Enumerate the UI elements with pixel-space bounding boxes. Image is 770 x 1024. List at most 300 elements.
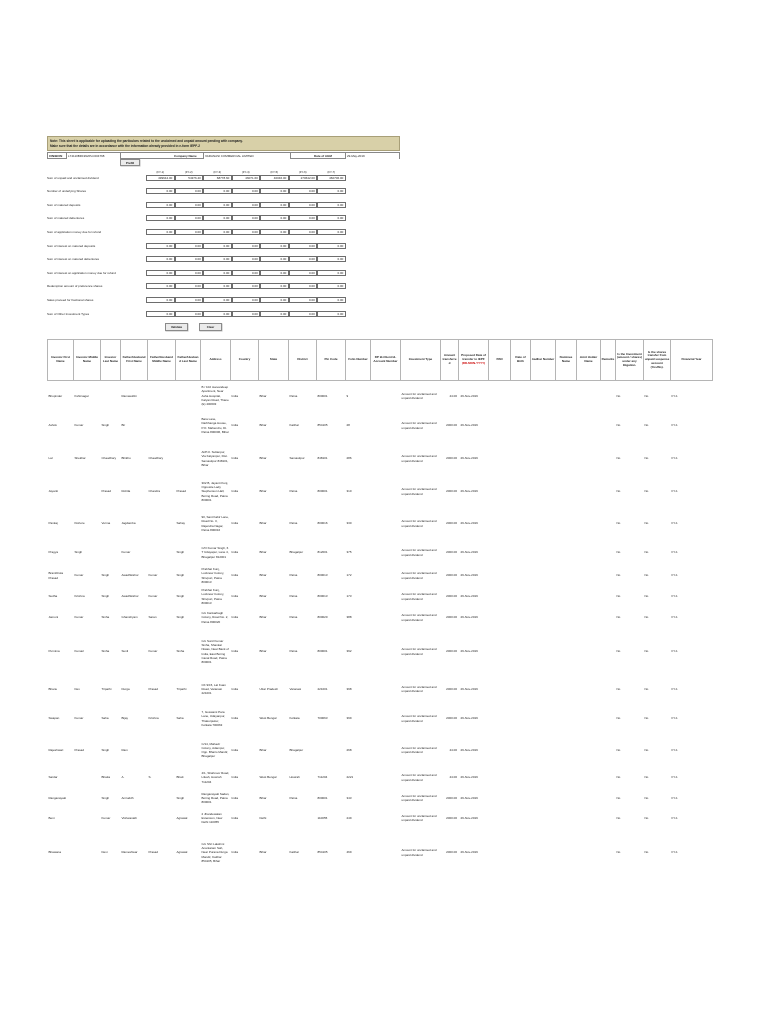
- cell-folio-number[interactable]: 28: [346, 423, 350, 428]
- cell-address[interactable]: 2 Jhandewalan Extension, New Delhi 110055: [201, 811, 223, 825]
- cell-amount-transferred[interactable]: 2000.00: [446, 550, 457, 555]
- cell-nominee-name[interactable]: [556, 629, 577, 675]
- cell-aadhar-number[interactable]: [531, 767, 556, 789]
- cell-aadhar-number[interactable]: [531, 507, 556, 541]
- cell-district[interactable]: Varanasi: [289, 686, 302, 691]
- cell-dp-client-id[interactable]: [371, 629, 401, 675]
- cell-investor-first-name[interactable]: Purnima: [48, 649, 60, 654]
- cell-nominee-name[interactable]: [556, 381, 577, 411]
- cell-district[interactable]: Patna: [289, 594, 298, 599]
- cell-date-of-birth[interactable]: [511, 507, 531, 541]
- cell-investor-middle-name[interactable]: Shekhar: [74, 456, 86, 461]
- cell-address[interactable]: 4/1, Shahnoor Road, Liluah, Howrah 711204: [201, 771, 230, 784]
- cell-investment-type[interactable]: Amount for unclaimed and unpaid dividend: [401, 793, 437, 802]
- cell-address[interactable]: CK 9/15, Lal Kuan Road, Varanasi 221001: [201, 682, 226, 696]
- cell-from-suspense-account[interactable]: No: [644, 615, 649, 620]
- cell-proposed-transfer-date[interactable]: 29-Nov-2019: [460, 489, 478, 494]
- cell-remarks[interactable]: [601, 675, 616, 704]
- cell-country[interactable]: India: [231, 423, 239, 428]
- cell-from-suspense-account[interactable]: No: [644, 716, 649, 721]
- cell-remarks[interactable]: [601, 411, 616, 441]
- cell-investor-first-name[interactable]: Lal: [48, 456, 53, 461]
- cell-proposed-transfer-date[interactable]: 29-Nov-2019: [460, 795, 478, 800]
- cell-under-litigation[interactable]: No: [616, 815, 621, 820]
- cell-amount-transferred[interactable]: 2000.00: [446, 649, 457, 654]
- cell-father-middle-name[interactable]: [148, 808, 176, 829]
- cell-country[interactable]: India: [231, 550, 239, 555]
- cell-state[interactable]: Bihar: [259, 573, 267, 578]
- cell-amount-transferred[interactable]: 44.00: [449, 747, 457, 752]
- cell-remarks[interactable]: [601, 507, 616, 541]
- cell-pan[interactable]: [489, 829, 511, 877]
- cell-address[interactable]: 7, Goswami Para Lane, Udayanpur, Thakurpukur, Kolkata 700063: [201, 710, 226, 727]
- cell-district[interactable]: Patna: [289, 521, 298, 526]
- cell-investment-type[interactable]: Amount for unclaimed and unpaid dividend: [401, 519, 437, 528]
- cell-joint-holder-name[interactable]: [577, 789, 601, 808]
- cell-country[interactable]: India: [231, 815, 239, 820]
- cell-father-last-name[interactable]: Agrawal: [176, 850, 188, 855]
- cell-remarks[interactable]: [601, 565, 616, 587]
- cell-nominee-name[interactable]: [556, 541, 577, 565]
- company-name-input[interactable]: VARANASI COMMERCIAL LIMITED: [203, 153, 291, 159]
- cell-joint-holder-name[interactable]: [577, 808, 601, 829]
- cell-investment-type[interactable]: Amount for unclaimed and unpaid dividend: [401, 592, 437, 601]
- cell-country[interactable]: India: [231, 775, 239, 780]
- cell-nominee-name[interactable]: [556, 704, 577, 734]
- cell-father-first-name[interactable]: Durga: [121, 686, 130, 691]
- cell-state[interactable]: Bihar: [259, 550, 267, 555]
- cell-investor-middle-name[interactable]: [74, 477, 101, 507]
- cell-father-last-name[interactable]: [176, 381, 201, 411]
- cell-financial-year[interactable]: FY-1: [671, 649, 678, 654]
- cell-financial-year[interactable]: FY-1: [671, 716, 678, 721]
- cell-father-first-name[interactable]: Vishwanath: [121, 815, 137, 820]
- cell-under-litigation[interactable]: No: [616, 775, 621, 780]
- cell-father-last-name[interactable]: Saha: [176, 716, 184, 721]
- cell-pin-code[interactable]: 854105: [317, 850, 328, 855]
- cell-proposed-transfer-date[interactable]: 29-Nov-2019: [460, 716, 478, 721]
- cell-investment-type[interactable]: Amount for unclaimed and unpaid dividend: [401, 571, 437, 580]
- cell-date-of-birth[interactable]: [511, 607, 531, 629]
- cell-folio-number[interactable]: 343: [346, 795, 352, 800]
- cell-pin-code[interactable]: 848101: [317, 456, 328, 461]
- cell-joint-holder-name[interactable]: [577, 829, 601, 877]
- cell-dp-client-id[interactable]: [371, 411, 401, 441]
- cell-aadhar-number[interactable]: [531, 675, 556, 704]
- cell-nominee-name[interactable]: [556, 767, 577, 789]
- cell-proposed-transfer-date[interactable]: 29-Nov-2019: [460, 573, 478, 578]
- cell-father-first-name[interactable]: Sunil: [121, 649, 129, 654]
- cell-financial-year[interactable]: FY-1: [671, 615, 678, 620]
- cell-aadhar-number[interactable]: [531, 704, 556, 734]
- cell-investment-type[interactable]: Amount for unclaimed and unpaid dividend: [401, 684, 437, 693]
- cell-investor-first-name[interactable]: Beni: [48, 815, 55, 820]
- cell-dp-client-id[interactable]: [371, 704, 401, 734]
- cell-father-middle-name[interactable]: Chaudhary: [148, 456, 164, 461]
- cell-state[interactable]: Bihar: [259, 456, 267, 461]
- cell-joint-holder-name[interactable]: [577, 541, 601, 565]
- cell-under-litigation[interactable]: No: [616, 850, 621, 855]
- cell-aadhar-number[interactable]: [531, 829, 556, 877]
- cell-father-middle-name[interactable]: [148, 734, 176, 767]
- cell-father-middle-name[interactable]: Kumar: [148, 573, 158, 578]
- cell-address[interactable]: Bara Lane, Darbhanga House, P.O. Mahendru, Dt. Patna 800006, Bihar: [201, 417, 229, 434]
- cell-nominee-name[interactable]: [556, 565, 577, 587]
- cell-investor-first-name[interactable]: Pankaj: [48, 521, 58, 526]
- cell-folio-number[interactable]: 2221: [346, 775, 354, 780]
- cell-aadhar-number[interactable]: [531, 411, 556, 441]
- cell-under-litigation[interactable]: No: [616, 716, 621, 721]
- cell-state[interactable]: Bihar: [259, 850, 267, 855]
- cell-investor-last-name[interactable]: [101, 381, 121, 411]
- cell-dp-client-id[interactable]: [371, 587, 401, 607]
- cell-state[interactable]: West Bengal: [259, 775, 277, 780]
- cell-amount-transferred[interactable]: 2000.00: [446, 456, 457, 461]
- cell-pan[interactable]: [489, 587, 511, 607]
- cell-under-litigation[interactable]: No: [616, 594, 621, 599]
- cell-remarks[interactable]: [601, 704, 616, 734]
- cell-investor-first-name[interactable]: Sardar: [48, 775, 58, 780]
- cell-father-middle-name[interactable]: Kumar: [148, 594, 158, 599]
- cell-state[interactable]: Bihar: [259, 521, 267, 526]
- cell-investor-first-name[interactable]: Jamuni: [48, 615, 59, 620]
- cell-dp-client-id[interactable]: [371, 675, 401, 704]
- cell-financial-year[interactable]: FY-1: [671, 393, 678, 398]
- clear-button[interactable]: Clear: [199, 323, 222, 331]
- cell-pan[interactable]: [489, 565, 511, 587]
- cell-investor-first-name[interactable]: Brambhola Prasad: [48, 571, 64, 580]
- cell-dp-client-id[interactable]: [371, 541, 401, 565]
- cell-district[interactable]: Patna: [289, 573, 298, 578]
- cell-investment-type[interactable]: Amount for unclaimed and unpaid dividend: [401, 454, 437, 463]
- cell-investor-last-name[interactable]: Sinha: [101, 615, 110, 620]
- cell-pan[interactable]: [489, 629, 511, 675]
- cell-from-suspense-account[interactable]: No: [644, 775, 649, 780]
- cell-aadhar-number[interactable]: [531, 381, 556, 411]
- cell-pin-code[interactable]: 812001: [317, 550, 328, 555]
- cell-pan[interactable]: [489, 381, 511, 411]
- cell-investor-middle-name[interactable]: Singh: [74, 550, 83, 555]
- cell-father-last-name[interactable]: Bhatt: [176, 775, 184, 780]
- cell-amount-transferred[interactable]: 2000.00: [446, 686, 457, 691]
- cell-investor-middle-name[interactable]: Kishore: [74, 521, 85, 526]
- cell-address[interactable]: Ranganayaki Sadan, Boring Road, Patna 800001: [201, 791, 230, 805]
- cell-investor-middle-name[interactable]: Kumar: [74, 573, 84, 578]
- cell-folio-number[interactable]: 392: [346, 649, 352, 654]
- cell-aadhar-number[interactable]: [531, 607, 556, 629]
- cell-investor-last-name[interactable]: Singh: [101, 795, 110, 800]
- cell-investor-last-name[interactable]: Verma: [101, 521, 111, 526]
- cell-investor-middle-name[interactable]: [74, 789, 101, 808]
- cell-father-last-name[interactable]: Tripathi: [176, 686, 187, 691]
- cell-proposed-transfer-date[interactable]: 29-Nov-2019: [460, 747, 478, 752]
- cell-father-first-name[interactable]: Kumar: [121, 550, 131, 555]
- cell-investor-first-name[interactable]: Ashok: [48, 423, 57, 428]
- cell-investor-last-name[interactable]: Singh: [101, 423, 110, 428]
- cell-state[interactable]: Bihar: [259, 594, 267, 599]
- cell-country[interactable]: India: [231, 716, 239, 721]
- cell-investor-last-name[interactable]: Sinha: [101, 649, 110, 654]
- cell-district[interactable]: Kolkata: [289, 716, 300, 721]
- cell-folio-number[interactable]: 375: [346, 550, 352, 555]
- cell-investor-first-name[interactable]: Bhanu: [48, 686, 58, 691]
- cell-father-first-name[interactable]: Bir: [121, 423, 126, 428]
- cell-address[interactable]: C/o Sunil Kumar Sinha, Shankar Niwas, Near Bank of India, East Boring Canal Road, Patna 800001: [201, 638, 229, 664]
- cell-country[interactable]: India: [231, 456, 239, 461]
- cell-date-of-birth[interactable]: [511, 829, 531, 877]
- cell-pan[interactable]: [489, 789, 511, 808]
- cell-country[interactable]: India: [231, 594, 239, 599]
- cell-father-first-name[interactable]: Awadhkishor: [121, 573, 139, 578]
- cell-remarks[interactable]: [601, 441, 616, 477]
- cell-under-litigation[interactable]: No: [616, 615, 621, 620]
- cell-nominee-name[interactable]: [556, 789, 577, 808]
- cell-financial-year[interactable]: FY-1: [671, 456, 678, 461]
- cell-under-litigation[interactable]: No: [616, 573, 621, 578]
- cell-remarks[interactable]: [601, 829, 616, 877]
- cell-proposed-transfer-date[interactable]: 29-Nov-2019: [460, 686, 478, 691]
- cell-district[interactable]: Katihar: [289, 850, 300, 855]
- cell-remarks[interactable]: [601, 767, 616, 789]
- cell-investor-middle-name[interactable]: [74, 829, 101, 877]
- cell-father-middle-name[interactable]: Krishna: [148, 716, 159, 721]
- cell-father-last-name[interactable]: Singh: [176, 615, 185, 620]
- cell-aadhar-number[interactable]: [531, 629, 556, 675]
- cell-under-litigation[interactable]: No: [616, 747, 621, 752]
- cell-address[interactable]: C/14, Mahavir Colony, Adampur, Opp. Bhairo Mandir, Bhagalpur: [201, 741, 229, 759]
- cell-district[interactable]: Patna: [289, 795, 298, 800]
- cell-financial-year[interactable]: FY-1: [671, 594, 678, 599]
- cell-nominee-name[interactable]: [556, 607, 577, 629]
- cell-date-of-birth[interactable]: [511, 808, 531, 829]
- cell-investor-middle-name[interactable]: Kumar: [74, 716, 84, 721]
- cell-state[interactable]: Bihar: [259, 615, 267, 620]
- cell-folio-number[interactable]: 399: [346, 716, 352, 721]
- cell-father-last-name[interactable]: Singh: [176, 795, 185, 800]
- cell-aadhar-number[interactable]: [531, 541, 556, 565]
- cell-father-middle-name[interactable]: [148, 381, 176, 411]
- cell-from-suspense-account[interactable]: No: [644, 686, 649, 691]
- cell-father-first-name[interactable]: A.: [121, 775, 125, 780]
- cell-father-last-name[interactable]: Singh: [176, 573, 185, 578]
- cell-joint-holder-name[interactable]: [577, 629, 601, 675]
- cell-pan[interactable]: [489, 441, 511, 477]
- cell-pan[interactable]: [489, 607, 511, 629]
- cell-district[interactable]: Patna: [289, 615, 298, 620]
- cell-joint-holder-name[interactable]: [577, 411, 601, 441]
- cell-investor-first-name[interactable]: Bhawana: [48, 850, 62, 855]
- cell-amount-transferred[interactable]: 44.00: [449, 393, 457, 398]
- cell-address[interactable]: Prabhat Kunj, Lucknow Colony, Shivpuri, Patna 800013: [201, 567, 225, 584]
- cell-investor-last-name[interactable]: Prasad: [101, 489, 112, 494]
- cell-date-of-birth[interactable]: [511, 411, 531, 441]
- cell-amount-transferred[interactable]: 2000.00: [446, 716, 457, 721]
- cell-address[interactable]: C/O Kumar Singh, 6 T Udayapur, Lane 4, Bhagalpur 812001: [201, 546, 229, 559]
- cell-dp-client-id[interactable]: [371, 829, 401, 877]
- cell-father-middle-name[interactable]: Saran: [148, 615, 157, 620]
- cell-state[interactable]: Bihar: [259, 393, 267, 398]
- cell-folio-number[interactable]: 469: [346, 850, 352, 855]
- cell-father-first-name[interactable]: Ghanshyam: [121, 615, 138, 620]
- cell-remarks[interactable]: [601, 808, 616, 829]
- cell-proposed-transfer-date[interactable]: 29-Nov-2019: [460, 615, 478, 620]
- cell-remarks[interactable]: [601, 381, 616, 411]
- cell-folio-number[interactable]: 268: [346, 747, 352, 752]
- cell-under-litigation[interactable]: No: [616, 489, 621, 494]
- cell-state[interactable]: West Bengal: [259, 716, 277, 721]
- cell-district[interactable]: Samastipur: [289, 456, 305, 461]
- cell-investor-middle-name[interactable]: Krishna: [74, 594, 85, 599]
- cell-joint-holder-name[interactable]: [577, 441, 601, 477]
- cell-father-first-name[interactable]: Aniruddh: [121, 795, 134, 800]
- cell-dp-client-id[interactable]: [371, 808, 401, 829]
- cell-investor-middle-name[interactable]: Prasad: [74, 747, 85, 752]
- cell-joint-holder-name[interactable]: [577, 607, 601, 629]
- cell-country[interactable]: India: [231, 686, 239, 691]
- cell-proposed-transfer-date[interactable]: 29-Nov-2019: [460, 521, 478, 526]
- cell-address[interactable]: Prabhat Kunj, Lucknow Colony, Shivpuri, Patna 800013: [201, 588, 225, 605]
- cell-pin-code[interactable]: 711204: [317, 775, 328, 780]
- cell-under-litigation[interactable]: No: [616, 550, 621, 555]
- cell-pan[interactable]: [489, 477, 511, 507]
- cell-father-last-name[interactable]: Singh: [176, 550, 185, 555]
- cell-pin-code[interactable]: [317, 734, 346, 767]
- cell-father-middle-name[interactable]: [148, 411, 176, 441]
- cell-financial-year[interactable]: FY-1: [671, 521, 678, 526]
- cell-investment-type[interactable]: Amount for unclaimed and unpaid dividend: [401, 391, 437, 400]
- cell-nominee-name[interactable]: [556, 587, 577, 607]
- cell-financial-year[interactable]: FY-1: [671, 423, 678, 428]
- cell-financial-year[interactable]: FY-1: [671, 815, 678, 820]
- cell-investor-last-name[interactable]: Bhatia: [101, 775, 111, 780]
- cell-investor-middle-name[interactable]: [74, 767, 101, 789]
- prefill-button[interactable]: Prefill: [120, 159, 140, 166]
- cell-pin-code[interactable]: 800001: [317, 649, 328, 654]
- cell-joint-holder-name[interactable]: [577, 675, 601, 704]
- cell-investment-type[interactable]: Amount for unclaimed and unpaid dividend: [401, 421, 437, 430]
- cell-proposed-transfer-date[interactable]: 29-Nov-2019: [460, 850, 478, 855]
- cell-country[interactable]: India: [231, 850, 239, 855]
- cell-investment-type[interactable]: Amount for unclaimed and unpaid dividend: [401, 714, 437, 723]
- cell-investor-last-name[interactable]: Chaudhary: [101, 456, 117, 461]
- cell-folio-number[interactable]: 172: [346, 573, 352, 578]
- cell-nominee-name[interactable]: [556, 734, 577, 767]
- cell-remarks[interactable]: [601, 789, 616, 808]
- cell-dp-client-id[interactable]: [371, 441, 401, 477]
- cell-from-suspense-account[interactable]: No: [644, 393, 649, 398]
- cell-amount-transferred[interactable]: 2000.00: [446, 573, 457, 578]
- cell-aadhar-number[interactable]: [531, 477, 556, 507]
- cell-under-litigation[interactable]: No: [616, 686, 621, 691]
- cell-nominee-name[interactable]: [556, 829, 577, 877]
- cell-father-middle-name[interactable]: [148, 789, 176, 808]
- cell-under-litigation[interactable]: No: [616, 795, 621, 800]
- cell-aadhar-number[interactable]: [531, 789, 556, 808]
- cell-proposed-transfer-date[interactable]: 29-Nov-2019: [460, 423, 478, 428]
- cell-date-of-birth[interactable]: [511, 477, 531, 507]
- cell-remarks[interactable]: [601, 477, 616, 507]
- cell-date-of-birth[interactable]: [511, 734, 531, 767]
- cell-country[interactable]: India: [231, 489, 239, 494]
- cell-dp-client-id[interactable]: [371, 477, 401, 507]
- cell-remarks[interactable]: [601, 734, 616, 767]
- cell-country[interactable]: India: [231, 573, 239, 578]
- cell-father-last-name[interactable]: [176, 411, 201, 441]
- cell-father-last-name[interactable]: [176, 734, 201, 767]
- cell-nominee-name[interactable]: [556, 507, 577, 541]
- cell-state[interactable]: Bihar: [259, 423, 267, 428]
- cell-father-first-name[interactable]: Jagdamba: [121, 521, 136, 526]
- cell-folio-number[interactable]: 249: [346, 815, 352, 820]
- cell-district[interactable]: Howrah: [289, 775, 300, 780]
- cell-father-first-name[interactable]: Rohtla: [121, 489, 131, 494]
- cell-investor-last-name[interactable]: Kumar: [101, 815, 111, 820]
- cell-remarks[interactable]: [601, 629, 616, 675]
- cell-investor-last-name[interactable]: [101, 541, 121, 565]
- cell-nominee-name[interactable]: [556, 808, 577, 829]
- cell-investor-last-name[interactable]: Tripathi: [101, 686, 112, 691]
- cell-folio-number[interactable]: 330: [346, 521, 352, 526]
- cell-father-last-name[interactable]: Prasad: [176, 489, 187, 494]
- cell-father-first-name[interactable]: Bijay: [121, 716, 129, 721]
- cell-dp-client-id[interactable]: [371, 734, 401, 767]
- cell-pin-code[interactable]: 110055: [317, 815, 328, 820]
- cell-father-middle-name[interactable]: Prasad: [148, 686, 159, 691]
- cell-investor-first-name[interactable]: Pragya: [48, 550, 59, 555]
- cell-father-first-name[interactable]: Ramasubbi: [121, 393, 137, 398]
- cell-proposed-transfer-date[interactable]: 29-Nov-2019: [460, 775, 478, 780]
- cell-state[interactable]: Bihar: [259, 649, 267, 654]
- cell-dp-client-id[interactable]: [371, 381, 401, 411]
- cell-father-last-name[interactable]: [176, 441, 201, 477]
- cell-state[interactable]: Bihar: [259, 795, 267, 800]
- cell-country[interactable]: India: [231, 615, 239, 620]
- cell-pan[interactable]: [489, 767, 511, 789]
- cell-nominee-name[interactable]: [556, 675, 577, 704]
- cell-father-middle-name[interactable]: Prasad: [148, 850, 159, 855]
- cell-pin-code[interactable]: 221001: [317, 686, 328, 691]
- cell-investor-middle-name[interactable]: Dev: [74, 686, 80, 691]
- cell-from-suspense-account[interactable]: No: [644, 850, 649, 855]
- cell-from-suspense-account[interactable]: No: [644, 456, 649, 461]
- cell-folio-number[interactable]: 9: [346, 393, 349, 398]
- cell-amount-transferred[interactable]: 2000.00: [446, 615, 457, 620]
- cell-date-of-birth[interactable]: [511, 675, 531, 704]
- cell-district[interactable]: [289, 808, 317, 829]
- cell-father-last-name[interactable]: Singh: [176, 594, 185, 599]
- cell-country[interactable]: India: [231, 795, 239, 800]
- cell-remarks[interactable]: [601, 587, 616, 607]
- cell-from-suspense-account[interactable]: No: [644, 423, 649, 428]
- cell-district[interactable]: Bhagalpur: [289, 747, 304, 752]
- cell-investor-first-name[interactable]: Rajeshwari: [48, 747, 64, 752]
- cell-investment-type[interactable]: Amount for unclaimed and unpaid dividend: [401, 487, 437, 496]
- cell-folio-number[interactable]: 310: [346, 489, 352, 494]
- cell-amount-transferred[interactable]: 2000.00: [446, 795, 457, 800]
- cell-investment-type[interactable]: Amount for unclaimed and unpaid dividend: [401, 548, 437, 557]
- cell-from-suspense-account[interactable]: No: [644, 649, 649, 654]
- cell-nominee-name[interactable]: [556, 411, 577, 441]
- cell-address[interactable]: C/o Shri Lakshmi Anantaram Sah, Near Purana Durga Mandir, Katihar 854105, Bihar: [201, 841, 228, 863]
- cell-pan[interactable]: [489, 675, 511, 704]
- cell-date-of-birth[interactable]: [511, 629, 531, 675]
- cell-investor-first-name[interactable]: Sudha: [48, 594, 58, 599]
- cell-pan[interactable]: [489, 734, 511, 767]
- cell-address[interactable]: At/P.O. Sultanpur, Via Kalyanpur, Dist. Samastipur 848101, Bihar: [201, 450, 229, 467]
- cell-from-suspense-account[interactable]: No: [644, 489, 649, 494]
- cell-amount-transferred[interactable]: 44.00: [449, 775, 457, 780]
- cell-amount-transferred[interactable]: 2000.00: [446, 423, 457, 428]
